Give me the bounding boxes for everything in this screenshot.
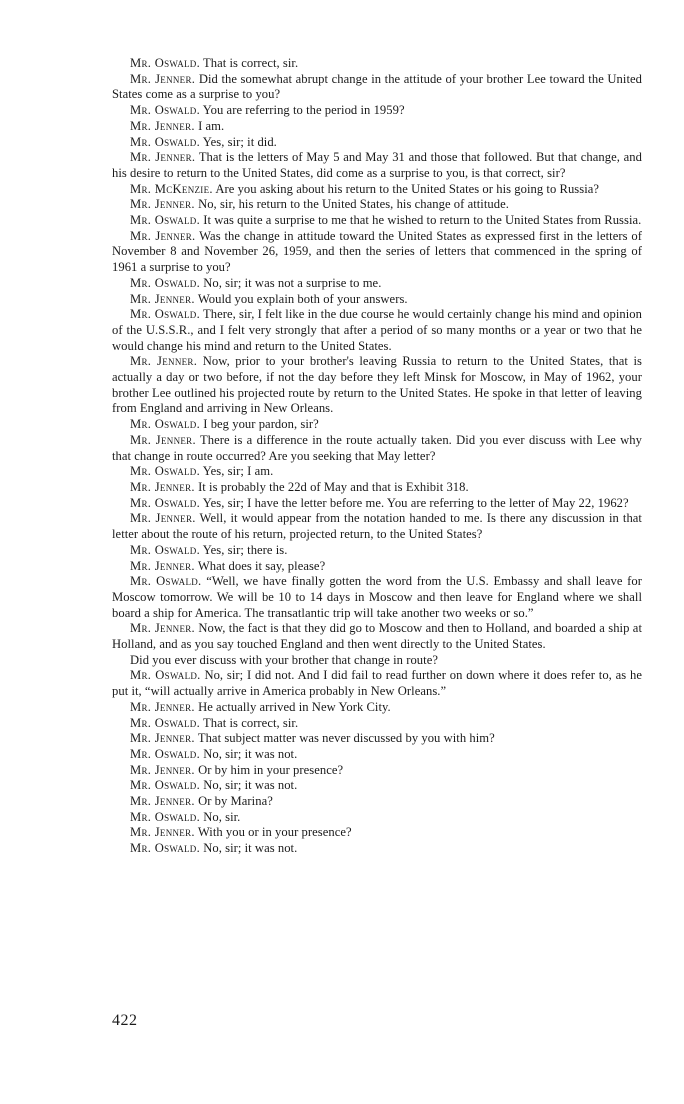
speech-text: That is correct, sir.: [203, 56, 299, 70]
speech-text: With you or in your presence?: [197, 825, 352, 840]
speech-text: It was quite a surprise to me that he wished to return to the United States from Russia.: [203, 213, 642, 228]
speaker-name: Mr. Jenner.: [130, 354, 198, 369]
testimony-paragraph: [112, 276, 642, 292]
testimony-paragraph: [112, 150, 642, 181]
speaker-name: Mr. Oswald.: [130, 668, 201, 683]
speech-text: That is correct, sir.: [203, 715, 299, 730]
testimony-paragraph: [112, 135, 642, 151]
speaker-name: Mr. Jenner.: [130, 762, 195, 777]
speech-text: He actually arrived in New York City.: [198, 699, 391, 714]
testimony-paragraph: [112, 559, 642, 575]
testimony-paragraph: [112, 464, 642, 480]
speech-text: There, sir, I felt like in the due course he would certainly change his mind and opinion of the U.S.S.R., and I felt very strongly that after a period of so many months or a year or two that he would change his mind and return to the United States.: [112, 307, 642, 353]
testimony-paragraph: [112, 511, 642, 542]
testimony-paragraph: [112, 354, 642, 417]
speaker-name: Mr. Oswald.: [130, 574, 202, 589]
speaker-name: Mr. Oswald.: [130, 809, 201, 824]
speaker-name: Mr. Oswald.: [130, 542, 201, 557]
testimony-paragraph: [112, 731, 642, 747]
speaker-name: Mr. Jenner.: [130, 197, 195, 212]
speech-text: I am.: [198, 118, 225, 133]
speech-text: Yes, sir; I have the letter before me. You are referring to the letter of May 22, 1962?: [202, 495, 629, 510]
speaker-name: Mr. Jenner.: [130, 150, 196, 165]
speaker-name: Mr. Oswald.: [130, 275, 201, 290]
speaker-name: Mr. Jenner.: [130, 71, 196, 86]
testimony-paragraph: [112, 72, 642, 103]
speech-text: Are you asking about his return to the United States or his going to Russia?: [215, 181, 600, 196]
speaker-name: Mr. Jenner.: [130, 511, 196, 526]
testimony-paragraph: [112, 119, 642, 135]
testimony-paragraph: [112, 292, 642, 308]
speaker-name: Mr. Jenner.: [130, 432, 196, 447]
speaker-name: Mr. Jenner.: [130, 699, 195, 714]
speech-text: No, sir; it was not.: [203, 778, 298, 793]
speech-text: Or by Marina?: [198, 794, 273, 809]
speech-text: It is probably the 22d of May and that is Exhibit 318.: [198, 479, 469, 494]
testimony-paragraph: [112, 810, 642, 826]
speech-text: “Well, we have finally gotten the word from the U.S. Embassy and shall leave for Moscow tomorrow. We will be 10 to 14 days in Moscow and then leave for England where we shall board a ship for America. The transatlantic trip will take another two weeks or so.”: [112, 574, 643, 620]
speaker-name: Mr. Jenner.: [130, 479, 195, 494]
speaker-name: Mr. Oswald.: [130, 103, 201, 118]
speech-text: No, sir, his return to the United States, his change of attitude.: [198, 197, 509, 212]
speech-text: Was the change in attitude toward the United States as expressed first in the letters of November 8 and November 26, 1959, and then the series of letters that commenced in the spring of 1961 a surprise to you?: [112, 228, 642, 275]
testimony-paragraph: [112, 747, 642, 763]
speech-text: No, sir; it was not.: [203, 746, 298, 761]
page-number: 422: [112, 1012, 138, 1029]
speaker-name: Mr. Jenner.: [130, 228, 196, 243]
speech-text: Or by him in your presence?: [198, 762, 344, 777]
testimony-paragraph: [112, 763, 642, 779]
speaker-name: Mr. Jenner.: [130, 118, 195, 133]
testimony-paragraph: [112, 103, 642, 119]
speech-text: Yes, sir; there is.: [202, 542, 288, 557]
speech-text: No, sir; it was not a surprise to me.: [203, 275, 382, 290]
testimony-paragraph: [112, 496, 642, 512]
speech-text: Yes, sir; it did.: [202, 134, 277, 149]
speaker-name: Mr. Oswald.: [130, 464, 201, 479]
speech-text: I beg your pardon, sir?: [203, 417, 319, 432]
testimony-paragraph: [112, 778, 642, 794]
speaker-name: Mr. Oswald.: [130, 213, 201, 228]
speech-text: Did the somewhat abrupt change in the attitude of your brother Lee toward the United States come as a surprise to you?: [112, 71, 642, 102]
testimony-paragraph: [112, 56, 642, 72]
testimony-paragraph: [112, 841, 642, 857]
speech-text: Well, it would appear from the notation handed to me. Is there any discussion in that letter about the route of his return, projected return, to the United States?: [112, 511, 642, 542]
speech-text: What does it say, please?: [197, 558, 326, 573]
speaker-name: Mr. Jenner.: [130, 825, 195, 840]
speaker-name: Mr. McKenzie.: [130, 181, 213, 196]
testimony-paragraph: [112, 229, 642, 276]
testimony-paragraph: [112, 700, 642, 716]
speech-text: Now, the fact is that they did go to Moscow and then to Holland, and boarded a ship at Holland, and as you say touched England and then went directly to the United States.: [112, 621, 643, 652]
speech-text: No, sir; it was not.: [203, 841, 298, 856]
testimony-paragraph: [112, 668, 642, 699]
testimony-paragraph: [112, 182, 642, 198]
speech-text: No, sir; I did not. And I did fail to read further on down where it does refer to, as he put it, “will actually arrive in America probably in New Orleans.”: [112, 668, 643, 699]
testimony-paragraph: [112, 417, 642, 433]
testimony-paragraph: [112, 480, 642, 496]
speech-text: You are referring to the period in 1959?: [202, 103, 405, 118]
speaker-name: Mr. Jenner.: [130, 621, 196, 636]
speaker-name: Mr. Oswald.: [130, 56, 201, 70]
testimony-paragraph: [112, 574, 642, 621]
speech-text: No, sir.: [203, 809, 241, 824]
testimony-paragraph: [112, 543, 642, 559]
speaker-name: Mr. Oswald.: [130, 778, 201, 793]
speaker-name: Mr. Jenner.: [130, 794, 195, 809]
testimony-paragraph: [112, 213, 642, 229]
testimony-paragraph: [112, 621, 642, 652]
speaker-name: Mr. Oswald.: [130, 495, 201, 510]
speaker-name: Mr. Oswald.: [130, 134, 201, 149]
testimony-transcript: [112, 56, 642, 857]
testimony-paragraph: [112, 794, 642, 810]
speech-text: Did you ever discuss with your brother that change in route?: [130, 652, 438, 667]
speaker-name: Mr. Oswald.: [130, 715, 201, 730]
speech-text: Yes, sir; I am.: [202, 464, 274, 479]
testimony-paragraph: [112, 825, 642, 841]
speech-text: That is the letters of May 5 and May 31 and those that followed. But that change, and his desire to return to the United States, did come as a surprise to you, is that correct, sir?: [112, 150, 642, 180]
testimony-paragraph: [112, 307, 642, 354]
speaker-name: Mr. Oswald.: [130, 746, 201, 761]
speaker-name: Mr. Jenner.: [130, 291, 195, 306]
speaker-name: Mr. Oswald.: [130, 307, 201, 322]
speech-text: That subject matter was never discussed by you with him?: [197, 731, 495, 746]
speaker-name: Mr. Jenner.: [130, 558, 195, 573]
speech-text: Now, prior to your brother's leaving Russia to return to the United States, that is actually a day or two before, if not the day before they left Minsk for Moscow, in May of 1962, your brother Lee outlined his projected route by return to the United States. He spoke in that letter of leaving from England and arriving in New Orleans.: [112, 354, 642, 416]
testimony-paragraph: [112, 433, 642, 464]
speech-text: There is a difference in the route actually taken. Did you ever discuss with Lee why that change in route occurred? Are you seeking that May letter?: [112, 432, 642, 463]
testimony-paragraph: [112, 653, 642, 669]
testimony-paragraph: [112, 716, 642, 732]
speaker-name: Mr. Jenner.: [130, 731, 195, 746]
speech-text: Would you explain both of your answers.: [197, 291, 408, 306]
speaker-name: Mr. Oswald.: [130, 417, 201, 432]
testimony-paragraph: [112, 197, 642, 213]
speaker-name: Mr. Oswald.: [130, 841, 201, 856]
